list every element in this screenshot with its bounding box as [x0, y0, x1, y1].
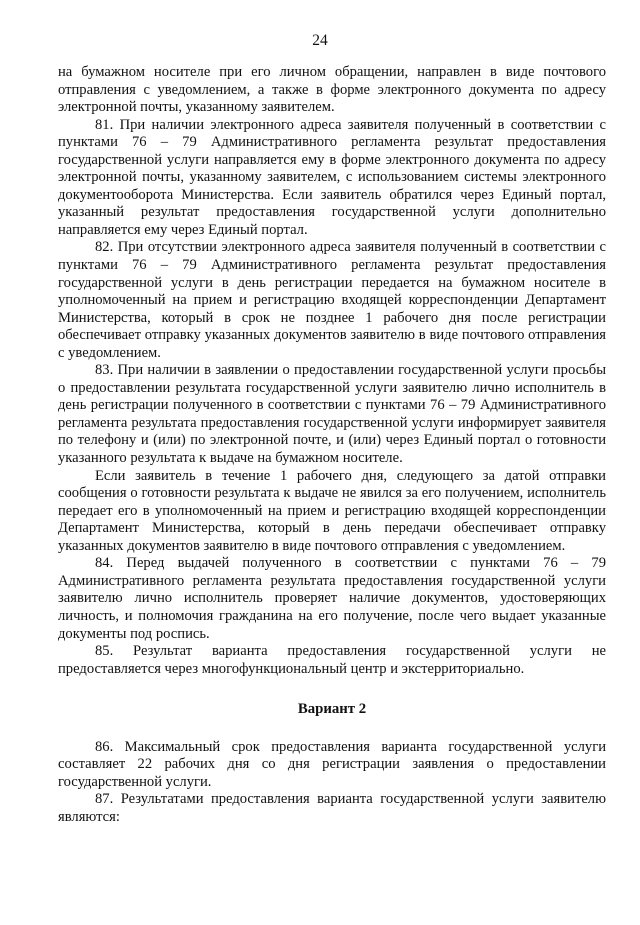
document-body	[58, 64, 606, 826]
paragraph-87: 87. Результатами предоставления варианта государственной услуги заявителю являются:	[58, 791, 606, 825]
paragraph-81: 81. При наличии электронного адреса заявителя полученный в соответствии с пунктами 76 – 79 Административного регламента результат предоставления государственной услуги направляется ему в форме электронного документа по адресу электронной почты, указанному заявителем, с использованием системы электронного документооборота Министерства. Если заявитель обратился через Единый портал, указанный результат предоставления государственной услуги дополнительно направляется ему через Единый портал.	[58, 116, 606, 238]
paragraph-continuation: на бумажном носителе при его личном обращении, направлен в виде почтового отправления с уведомлением, а также в форме электронного документа по адресу электронной почты, указанному заявителем.	[58, 64, 606, 116]
paragraph-82: 82. При отсутствии электронного адреса заявителя полученный в соответствии с пунктами 76 – 79 Административного регламента результат предоставления государственной услуги в день регистрации передается на бумажном носителе в уполномоченный на прием и регистрацию входящей корреспонденции Департамент Министерства, который в срок не позднее 1 рабочего дня после регистрации обеспечивает отправку указанных документов заявителю в виде почтового отправления с уведомлением.	[58, 239, 606, 361]
paragraph-86: 86. Максимальный срок предоставления варианта государственной услуги составляет 22 рабочих дня со дня регистрации заявления о предоставлении государственной услуги.	[58, 738, 606, 790]
paragraph-83: 83. При наличии в заявлении о предоставлении государственной услуги просьбы о предоставлении результата государственной услуги заявителю лично исполнитель в день регистрации полученного в соответствии с пунктами 76 – 79 Административного регламента результата предоставления государственной услуги информирует заявителя по телефону и (или) по электронной почте, и (или) через Единый портал о готовности указанного результата к выдаче на бумажном носителе.	[58, 362, 606, 467]
page-number: 24	[312, 32, 328, 49]
paragraph-85: 85. Результат варианта предоставления государственной услуги не предоставляется через многофункциональный центр и экстерриториально.	[58, 643, 606, 677]
paragraph-84: 84. Перед выдачей полученного в соответствии с пунктами 76 – 79 Административного регламента результата предоставления государственной услуги заявителю лично исполнитель проверяет наличие документов, удостоверяющих личность, и полномочия гражданина на его получение, после чего выдает указанные документы под роспись.	[58, 555, 606, 642]
paragraph-83-continuation: Если заявитель в течение 1 рабочего дня, следующего за датой отправки сообщения о готовности результата к выдаче не явился за его получением, исполнитель передает его в уполномоченный на прием и регистрацию входящей корреспонденции Департамент Министерства, который в день передачи обеспечивает отправку указанных документов заявителю в виде почтового отправления с уведомлением.	[58, 467, 606, 554]
section-heading: Вариант 2	[297, 701, 367, 718]
